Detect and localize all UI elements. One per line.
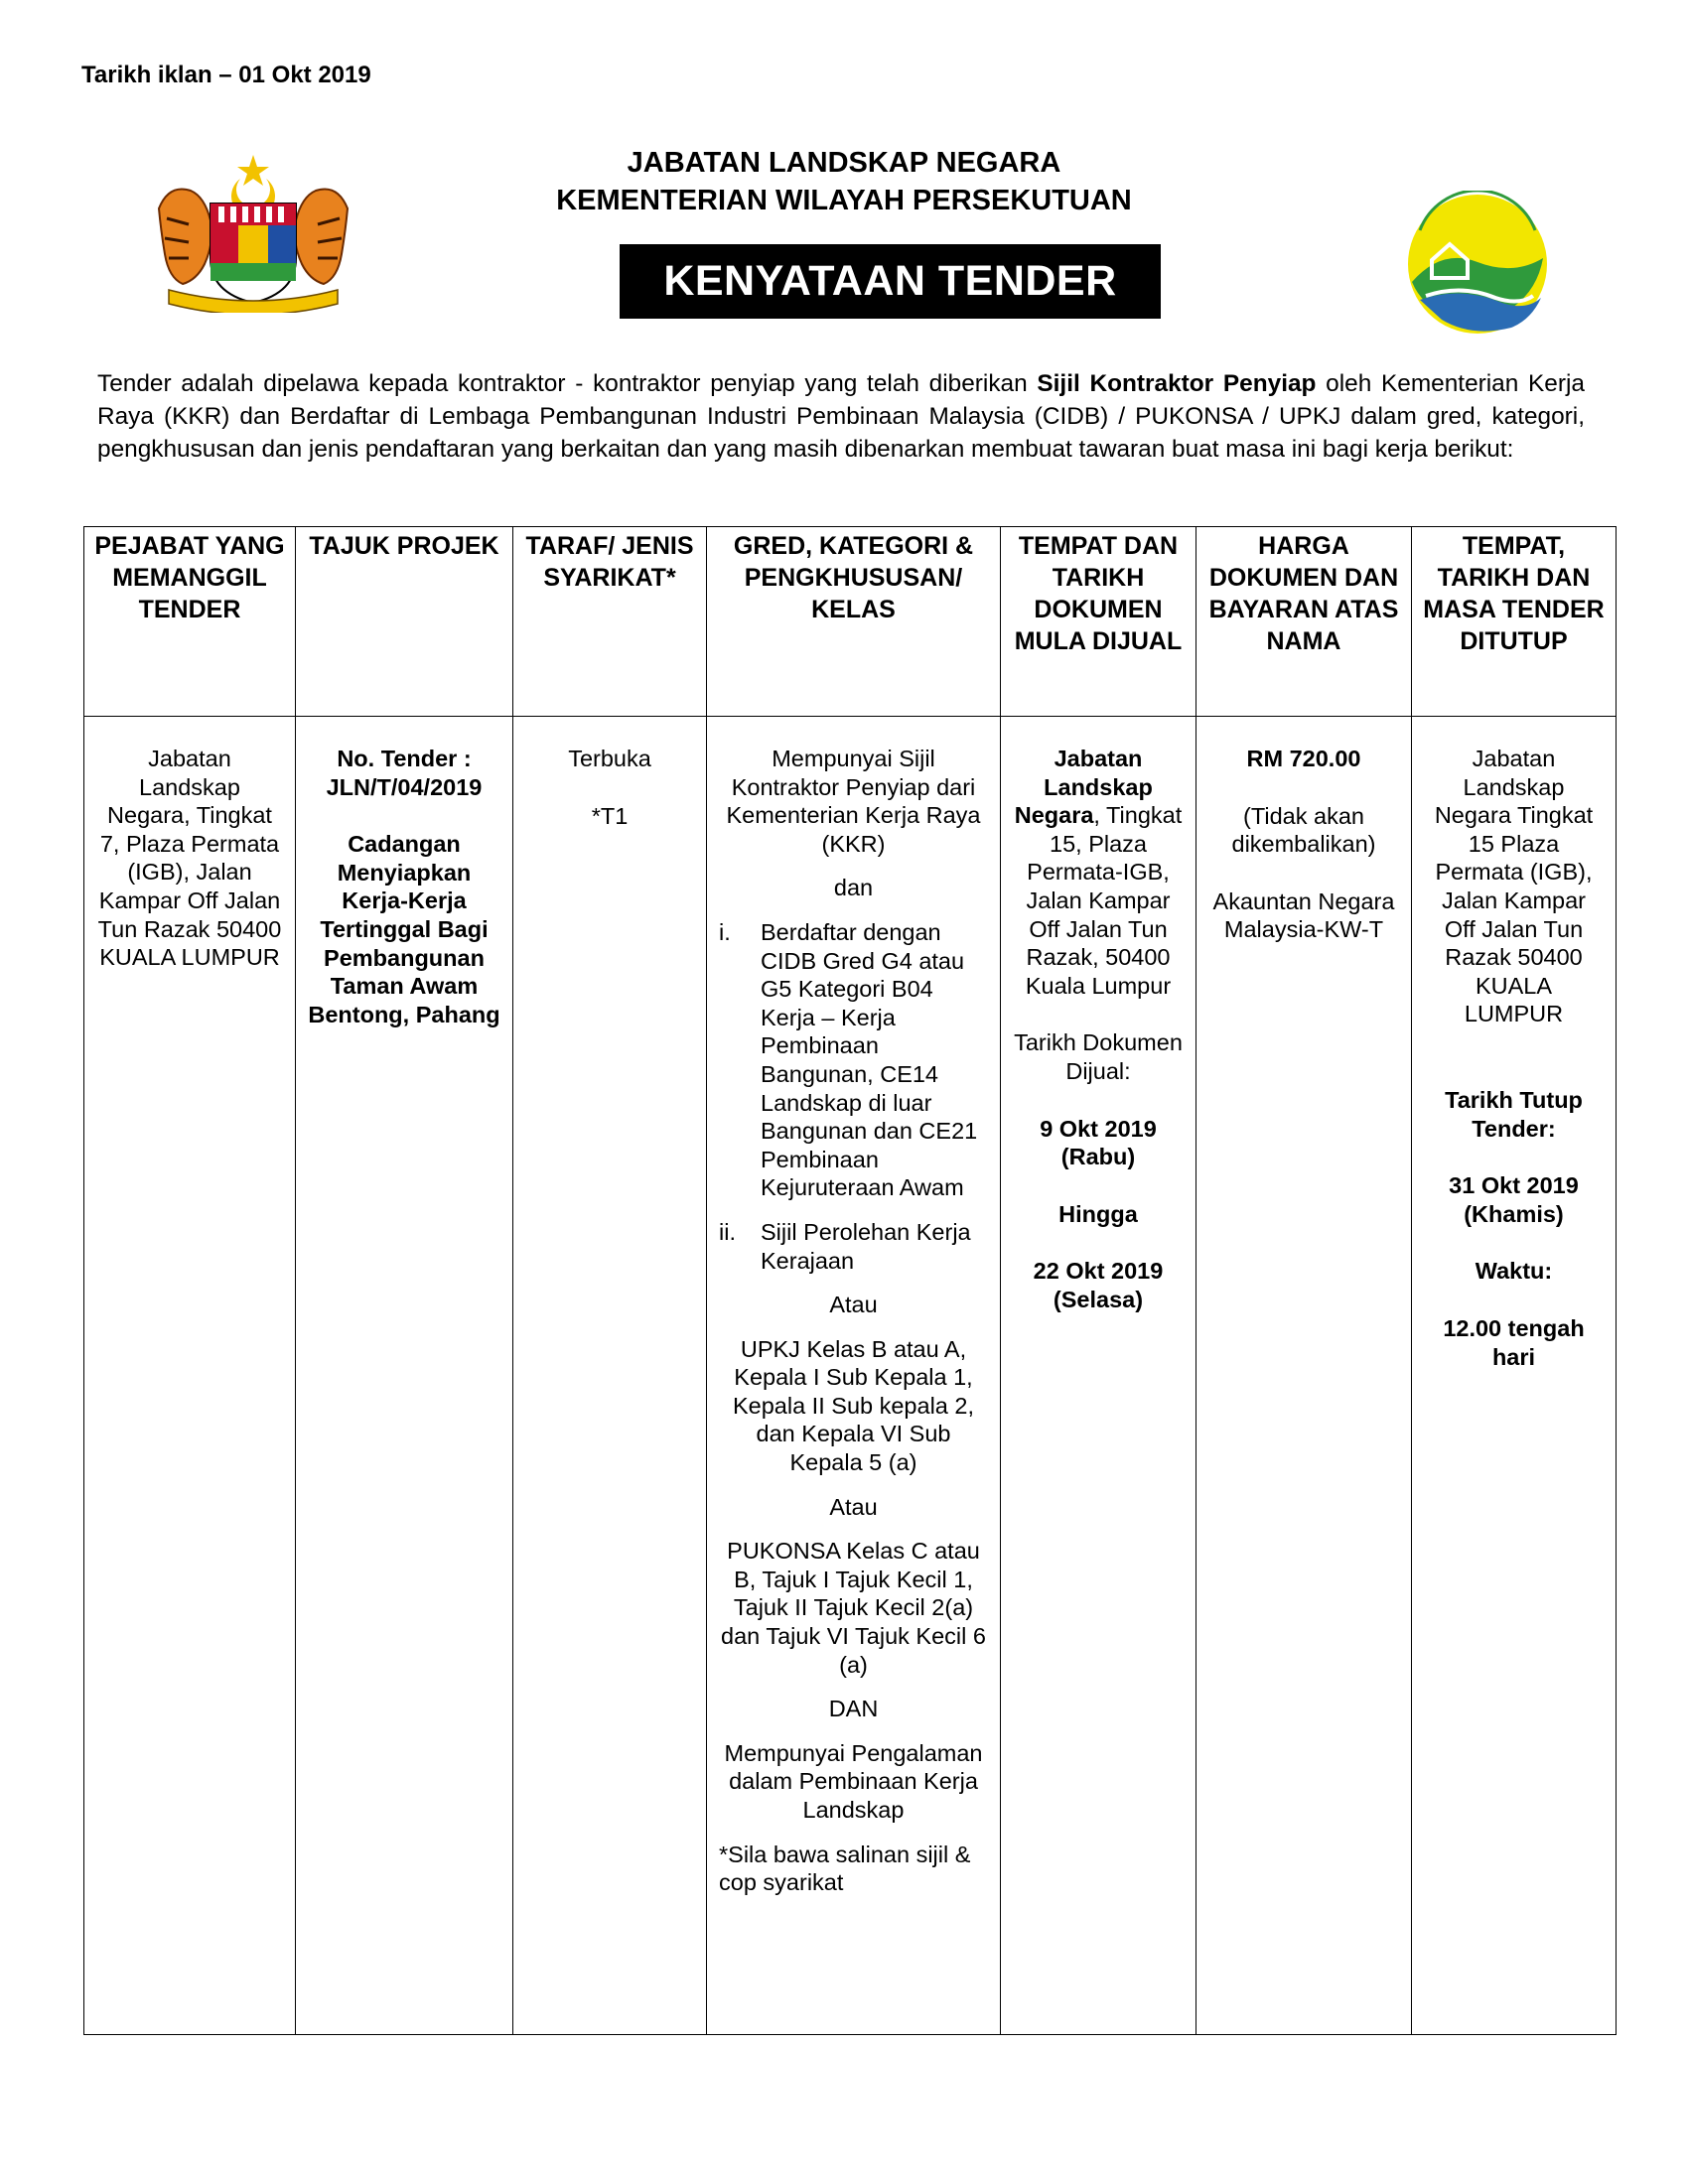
intro-text-bold: Sijil Kontraktor Penyiap xyxy=(1037,370,1317,397)
closing-place: Jabatan Landskap Negara Tingkat 15 Plaza Permata (IGB), Jalan Kampar Off Jalan Tun Razak 50400 KUALA LUMPUR xyxy=(1434,746,1594,1027)
org-name-line2: KEMENTERIAN WILAYAH PERSEKUTUAN xyxy=(556,185,1132,216)
org-name-line1: JABATAN LANDSKAP NEGARA xyxy=(627,147,1061,179)
coat-of-arms-logo xyxy=(149,149,357,313)
tender-table xyxy=(83,526,1617,2035)
criteria-spkk: Sijil Perolehan Kerja Kerajaan xyxy=(761,1218,971,1274)
sale-place: Jabatan Landskap Negara, Tingkat 15, Plaza Permata-IGB, Jalan Kampar Off Jalan Tun Razak, 50400 Kuala Lumpur xyxy=(1014,746,1183,999)
cell-project xyxy=(296,717,513,2035)
cell-price xyxy=(1196,717,1412,2035)
header-grade-category: GRED, KATEGORI & PENGKHUSUSAN/ KELAS xyxy=(707,527,1001,717)
closing-time: 12.00 tengah hari xyxy=(1443,1314,1585,1370)
grade-connector-dan: dan xyxy=(833,875,874,901)
intro-text-part1: Tender adalah dipelawa kepada kontraktor - kontraktor penyiap yang telah diberikan xyxy=(97,370,1038,397)
header-office: PEJABAT YANG MEMANGGIL TENDER xyxy=(84,527,296,717)
tender-notice-banner: KENYATAAN TENDER xyxy=(620,244,1161,319)
list-item: ii. Sijil Perolehan Kerja Kerajaan xyxy=(719,1218,988,1275)
grade-criteria-list xyxy=(719,918,988,1275)
company-status: Terbuka xyxy=(568,746,651,771)
document-price: RM 720.00 xyxy=(1246,746,1361,771)
sale-end-date: 22 Okt 2019 (Selasa) xyxy=(1033,1258,1164,1312)
sale-date-label: Tarikh Dokumen Dijual: xyxy=(1014,1029,1183,1084)
intro-text-part2: oleh Kementerian Kerja Raya (KKR) dan Berdaftar di Lembaga Pembangunan Industri Pembinaan Malaysia (CIDB) / PUKONSA / UPKJ dalam gred, kategori, pengkhususan dan jenis pendaftaran yang berkaitan dan yang masih dibenarkan membuat tawaran buat masa ini bagi kerja berikut: xyxy=(97,370,1585,463)
jabatan-landskap-negara-logo xyxy=(1398,191,1557,338)
cell-sale xyxy=(1001,717,1196,2035)
cell-closing xyxy=(1412,717,1617,2035)
company-status-code: *T1 xyxy=(591,802,629,829)
grade-connector-atau: Atau xyxy=(829,1493,878,1520)
payee: Akauntan Negara Malaysia-KW-T xyxy=(1212,887,1395,943)
advertisement-date: Tarikh iklan – 01 Okt 2019 xyxy=(81,62,371,88)
table-row xyxy=(84,717,1617,2035)
sale-start-date: 9 Okt 2019 (Rabu) xyxy=(1040,1115,1157,1170)
grade-note: *Sila bawa salinan sijil & cop syarikat xyxy=(719,1841,971,1896)
grade-pukonsa: PUKONSA Kelas C atau B, Tajuk I Tajuk Kecil 1, Tajuk II Tajuk Kecil 2(a) dan Tajuk VI Tajuk Kecil 6 (a) xyxy=(721,1538,986,1678)
office-address: Jabatan Landskap Negara, Tingkat 7, Plaza Permata (IGB), Jalan Kampar Off Jalan Tun Razak 50400 KUALA LUMPUR xyxy=(97,746,282,971)
closing-date: 31 Okt 2019 (Khamis) xyxy=(1449,1172,1579,1227)
grade-requirement-kkr: Mempunyai Sijil Kontraktor Penyiap dari Kementerian Kerja Raya (KKR) xyxy=(726,746,981,857)
project-title: Cadangan Menyiapkan Kerja-Kerja Tertinggal Bagi Pembangunan Taman Awam Bentong, Pahang xyxy=(308,831,500,1027)
grade-connector-dan: DAN xyxy=(828,1696,879,1722)
table-header-row xyxy=(84,527,1617,717)
header-sale-place-date: TEMPAT DAN TARIKH DOKUMEN MULA DIJUAL xyxy=(1001,527,1196,717)
grade-experience: Mempunyai Pengalaman dalam Pembinaan Kerja Landskap xyxy=(724,1739,983,1823)
header-project-title: TAJUK PROJEK xyxy=(296,527,513,717)
closing-time-label: Waktu: xyxy=(1475,1258,1553,1285)
header-company-status: TARAF/ JENIS SYARIKAT* xyxy=(513,527,707,717)
price-note: (Tidak akan dikembalikan) xyxy=(1231,802,1376,858)
grade-connector-atau: Atau xyxy=(829,1292,878,1318)
tender-number: No. Tender : JLN/T/04/2019 xyxy=(326,746,483,800)
list-item: i. Berdaftar dengan CIDB Gred G4 atau G5 Kategori B04 Kerja – Kerja Pembinaan Bangunan, CE14 Landskap di luar Bangunan dan CE21 Pembinaan Kejuruteraan Awam xyxy=(719,918,988,1202)
grade-upkj: UPKJ Kelas B atau A, Kepala I Sub Kepala 1, Kepala II Sub kepala 2, dan Kepala VI Sub Kepala 5 (a) xyxy=(732,1335,974,1476)
header-closing-place-date: TEMPAT, TARIKH DAN MASA TENDER DITUTUP xyxy=(1412,527,1617,717)
intro-paragraph xyxy=(97,367,1585,466)
cell-grade xyxy=(707,717,1001,2035)
cell-office xyxy=(84,717,296,2035)
criteria-cidb: Berdaftar dengan CIDB Gred G4 atau G5 Kategori B04 Kerja – Kerja Pembinaan Bangunan, CE14 Landskap di luar Bangunan dan CE21 Pembinaan Kejuruteraan Awam xyxy=(761,918,978,1201)
cell-status xyxy=(513,717,707,2035)
sale-until: Hingga xyxy=(1058,1200,1138,1227)
closing-date-label: Tarikh Tutup Tender: xyxy=(1445,1086,1583,1142)
header-document-price: HARGA DOKUMEN DAN BAYARAN ATAS NAMA xyxy=(1196,527,1412,717)
